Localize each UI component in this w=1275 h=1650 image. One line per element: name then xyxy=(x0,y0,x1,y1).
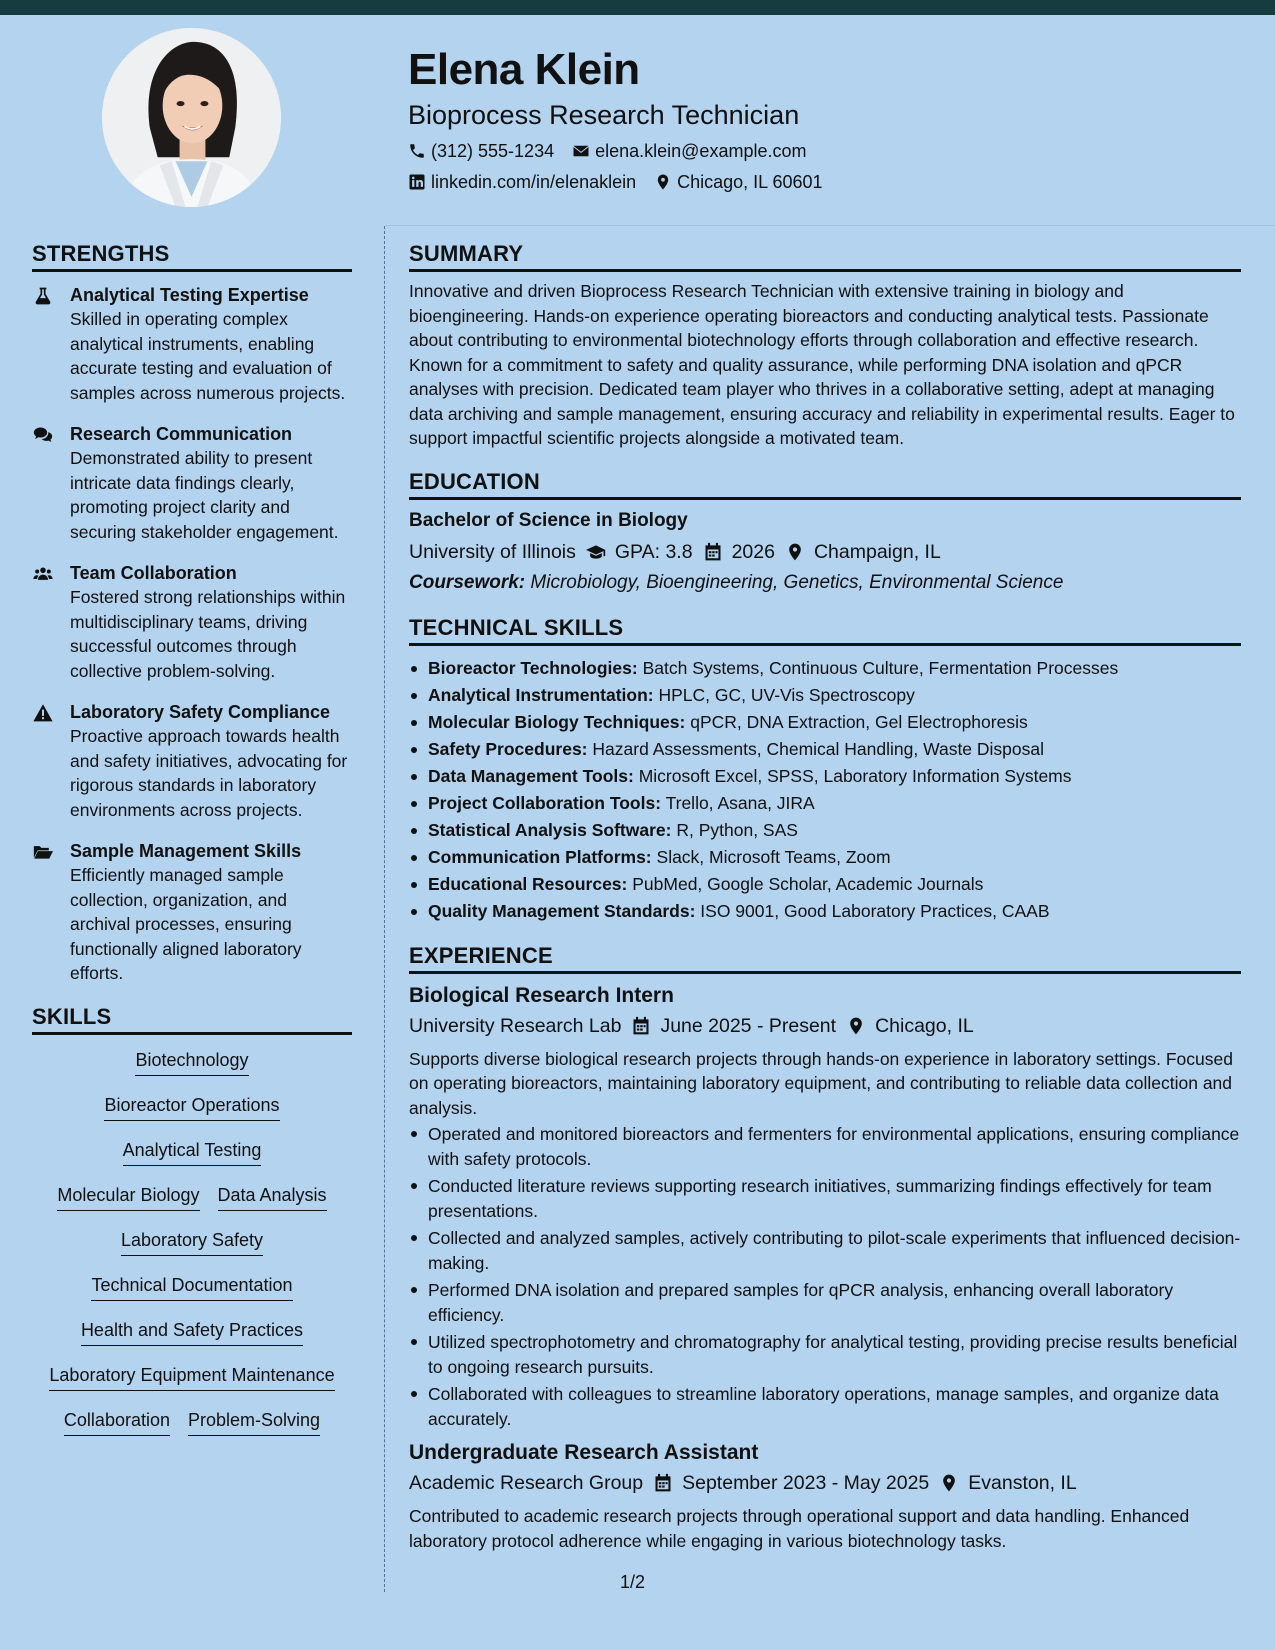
top-bar xyxy=(0,0,1275,15)
list-item xyxy=(409,871,1241,898)
summary-heading: SUMMARY xyxy=(409,240,1241,272)
skills-heading: SKILLS xyxy=(32,1003,352,1035)
skill-tag: Collaboration xyxy=(64,1408,170,1436)
graduation-year: 2026 xyxy=(731,540,775,563)
coursework-list: Microbiology, Bioengineering, Genetics, Environmental Science xyxy=(530,571,1064,593)
list-item xyxy=(409,844,1241,871)
strength-item xyxy=(32,561,352,683)
list-item xyxy=(409,682,1241,709)
education-section xyxy=(409,468,1241,597)
envelope-icon xyxy=(572,142,590,160)
strength-title: Laboratory Safety Compliance xyxy=(70,702,331,722)
skill-tag: Data Analysis xyxy=(218,1183,327,1211)
list-item xyxy=(409,790,1241,817)
technical-skills-section xyxy=(409,614,1241,925)
list-item xyxy=(409,763,1241,790)
skill-values: Microsoft Excel, SPSS, Laboratory Information Systems xyxy=(638,765,1072,786)
list-item xyxy=(409,898,1241,925)
strength-title: Sample Management Skills xyxy=(70,841,302,861)
list-item: Collaborated with colleagues to streamline laboratory operations, manage samples, and organize data accurately. xyxy=(409,1382,1241,1431)
list-item xyxy=(409,709,1241,736)
job-bullets xyxy=(409,1122,1241,1431)
warning-icon xyxy=(32,703,54,723)
list-item xyxy=(409,655,1241,682)
skill-values: Trello, Asana, JIRA xyxy=(665,792,815,813)
coursework-label: Coursework: xyxy=(409,571,526,593)
phone-icon xyxy=(408,142,426,160)
calendar-icon xyxy=(631,1016,651,1036)
job-dates: June 2025 - Present xyxy=(660,1014,837,1037)
list-item: Operated and monitored bioreactors and fermenters for environmental applications, ensuring compliance with safety protocols. xyxy=(409,1122,1241,1171)
technical-skills-list xyxy=(409,655,1241,925)
list-item: Conducted literature reviews supporting research initiatives, summarizing findings effectively for team presentations. xyxy=(409,1174,1241,1223)
strength-description: Skilled in operating complex analytical instruments, enabling accurate testing and evaluation of samples across numerous projects. xyxy=(70,309,346,403)
right-column xyxy=(409,240,1241,1553)
linkedin-text: linkedin.com/in/elenaklein xyxy=(431,172,637,192)
technical-skills-heading: TECHNICAL SKILLS xyxy=(409,614,1241,646)
folder-open-icon xyxy=(32,842,54,862)
skill-category: Analytical Instrumentation: xyxy=(428,684,654,705)
job-title: Undergraduate Research Assistant xyxy=(409,1441,759,1464)
skill-category: Communication Platforms: xyxy=(428,846,652,867)
map-marker-icon xyxy=(846,1016,866,1036)
skill-tag: Analytical Testing xyxy=(123,1138,262,1166)
summary-text: Innovative and driven Bioprocess Research Technician with extensive training in biology and bioengineering. Hands-on experience operating bioreactors and conducting analytical tests. Passionate about contributing to environmental biotechnology efforts through collaboration and effective research. Known for a commitment to safety and quality assurance, while performing DNA isolation and qPCR analyses with precision. Dedicated team player who thrives in a collaborative setting, adept at managing data archiving and sample management, ensuring accuracy and reliability in experimental results. Eager to support impactful scientific projects alongside a motivated team. xyxy=(409,281,1235,448)
users-icon xyxy=(32,564,54,584)
job-meta xyxy=(409,1012,1241,1040)
linkedin-icon xyxy=(408,173,426,191)
skill-category: Project Collaboration Tools: xyxy=(428,792,662,813)
job-title: Biological Research Intern xyxy=(409,983,674,1007)
flask-icon xyxy=(32,286,54,306)
list-item xyxy=(409,817,1241,844)
page-number: 1/2 xyxy=(620,1572,646,1592)
strength-description: Fostered strong relationships within multidisciplinary teams, driving successful outcomes through collective problem-solving. xyxy=(70,587,346,681)
skill-category: Educational Resources: xyxy=(428,873,628,894)
experience-heading: EXPERIENCE xyxy=(409,942,1241,974)
location-text: Chicago, IL 60601 xyxy=(677,172,823,192)
strength-description: Proactive approach towards health and safety initiatives, advocating for rigorous standards in laboratory environments across projects. xyxy=(70,726,348,820)
skill-values: HPLC, GC, UV-Vis Spectroscopy xyxy=(658,684,915,705)
skills-list xyxy=(32,1048,352,1453)
skill-tag: Laboratory Equipment Maintenance xyxy=(49,1363,334,1391)
education-heading: EDUCATION xyxy=(409,468,1241,500)
job-meta xyxy=(409,1469,1241,1497)
candidate-name: Elena Klein xyxy=(408,45,640,94)
graduation-cap-icon xyxy=(586,542,606,562)
job-dates: September 2023 - May 2025 xyxy=(682,1472,930,1494)
comments-icon xyxy=(32,425,54,445)
email-text: elena.klein@example.com xyxy=(595,141,807,161)
contact-row-2 xyxy=(408,170,1228,194)
skill-category: Data Management Tools: xyxy=(428,765,634,786)
skill-category: Safety Procedures: xyxy=(428,738,588,759)
strength-item xyxy=(32,839,352,986)
skill-category: Statistical Analysis Software: xyxy=(428,819,672,840)
calendar-icon xyxy=(703,542,723,562)
skill-category: Molecular Biology Techniques: xyxy=(428,711,686,732)
strength-title: Team Collaboration xyxy=(70,563,237,583)
skill-category: Bioreactor Technologies: xyxy=(428,657,638,678)
coursework xyxy=(409,569,1241,597)
strength-item xyxy=(32,283,352,405)
job-description: Supports diverse biological research projects through hands-on experience in laboratory settings. Focused on operating bioreactors, maintaining laboratory equipment, and contributing to reliable data collection and analysis. xyxy=(409,1048,1233,1118)
map-marker-icon xyxy=(654,173,672,191)
skill-tag: Technical Documentation xyxy=(91,1273,292,1301)
gpa: GPA: 3.8 xyxy=(614,540,693,563)
strengths-list xyxy=(32,283,352,986)
job-organization: University Research Lab xyxy=(409,1014,622,1037)
strength-title: Research Communication xyxy=(70,424,293,444)
email-contact[interactable] xyxy=(572,139,806,163)
skill-tag: Biotechnology xyxy=(135,1048,248,1076)
skill-values: PubMed, Google Scholar, Academic Journals xyxy=(632,873,984,894)
list-item xyxy=(409,736,1241,763)
job-location: Chicago, IL xyxy=(875,1014,974,1037)
linkedin-contact[interactable] xyxy=(408,170,636,194)
strength-item xyxy=(32,422,352,544)
school-name: University of Illinois xyxy=(409,540,576,563)
job-description: Contributed to academic research projects through operational support and data handling. Enhanced laboratory protocol adherence while engaging in various biotechnology tasks. xyxy=(409,1506,1190,1551)
candidate-title: Bioprocess Research Technician xyxy=(408,100,800,130)
skill-tag: Laboratory Safety xyxy=(121,1228,263,1256)
list-item: Utilized spectrophotometry and chromatography for analytical testing, providing precise results beneficial to ongoing research pursuits. xyxy=(409,1330,1241,1379)
skill-tag: Health and Safety Practices xyxy=(81,1318,303,1346)
map-marker-icon xyxy=(785,542,805,562)
strength-item xyxy=(32,700,352,822)
strengths-heading: STRENGTHS xyxy=(32,240,352,272)
column-divider xyxy=(384,226,385,1592)
skill-values: Slack, Microsoft Teams, Zoom xyxy=(656,846,891,867)
strength-title: Analytical Testing Expertise xyxy=(70,285,309,305)
strength-description: Demonstrated ability to present intricate data findings clearly, promoting project clarity and securing stakeholder engagement. xyxy=(70,448,339,542)
degree: Bachelor of Science in Biology xyxy=(409,509,688,531)
skill-tag: Problem-Solving xyxy=(188,1408,320,1436)
experience-section xyxy=(409,942,1241,1554)
calendar-icon xyxy=(653,1473,673,1493)
contact-row-1 xyxy=(408,139,1228,163)
strength-description: Efficiently managed sample collection, organization, and archival processes, ensuring functionally aligned laboratory efforts. xyxy=(70,865,302,983)
skill-values: qPCR, DNA Extraction, Gel Electrophoresis xyxy=(690,711,1028,732)
left-column xyxy=(32,240,352,1453)
header-divider xyxy=(385,225,1275,226)
skill-values: Batch Systems, Continuous Culture, Fermentation Processes xyxy=(642,657,1119,678)
phone-contact[interactable] xyxy=(408,139,554,163)
school-location: Champaign, IL xyxy=(813,540,941,563)
job-location: Evanston, IL xyxy=(968,1472,1077,1494)
skill-tag: Molecular Biology xyxy=(57,1183,199,1211)
skill-category: Quality Management Standards: xyxy=(428,900,696,921)
location-contact xyxy=(654,170,822,194)
list-item: Performed DNA isolation and prepared samples for qPCR analysis, enhancing overall laboratory efficiency. xyxy=(409,1278,1241,1327)
skill-values: ISO 9001, Good Laboratory Practices, CAAB xyxy=(700,900,1050,921)
skill-values: Hazard Assessments, Chemical Handling, Waste Disposal xyxy=(592,738,1045,759)
skill-values: R, Python, SAS xyxy=(676,819,798,840)
header xyxy=(408,44,1228,194)
education-meta xyxy=(409,538,1241,566)
job-organization: Academic Research Group xyxy=(409,1472,644,1494)
map-marker-icon xyxy=(939,1473,959,1493)
list-item: Collected and analyzed samples, actively contributing to pilot-scale experiments that influenced decision-making. xyxy=(409,1226,1241,1275)
skill-tag: Bioreactor Operations xyxy=(104,1093,279,1121)
profile-photo xyxy=(102,28,281,207)
phone-text: (312) 555-1234 xyxy=(431,141,555,161)
